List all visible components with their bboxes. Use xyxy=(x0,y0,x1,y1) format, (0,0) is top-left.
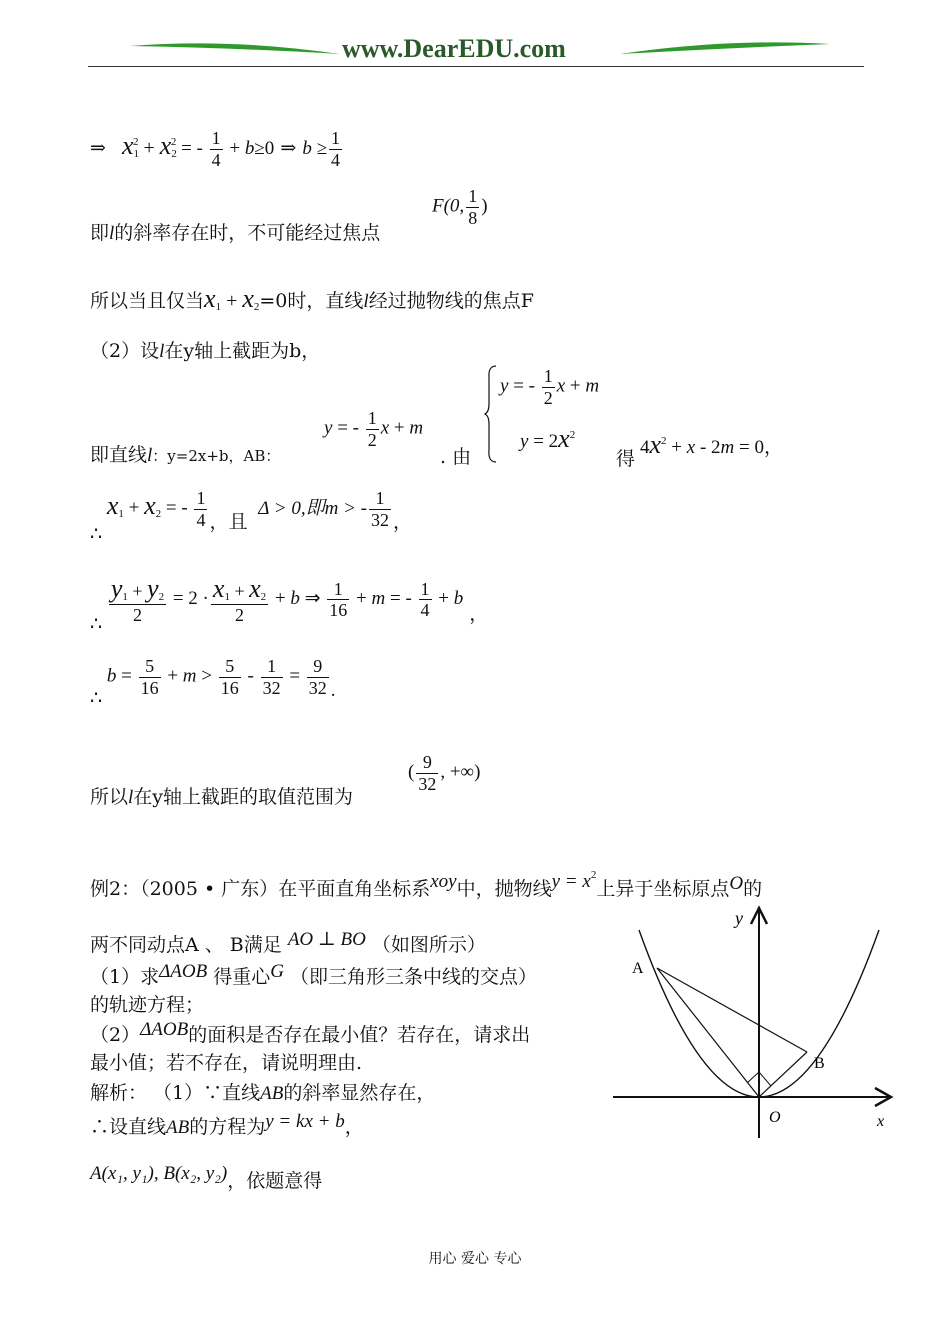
page-footer: 用心 爱心 专心 xyxy=(428,1251,522,1267)
solution-line-1: 解析： （1）∵直线AB的斜率显然存在， xyxy=(90,1082,436,1104)
segment-AO xyxy=(657,968,759,1097)
range-value: ( $\frac{9}{32}$ , +∞) xyxy=(408,752,481,794)
line-4: （2）设l在y轴上截距为b， xyxy=(90,340,321,362)
segment-AB xyxy=(657,968,807,1052)
site-name[interactable]: www.DearEDU.com xyxy=(342,34,566,63)
line-5: 即直线l：y=2x+b，AB： xyxy=(90,444,281,466)
header-banner xyxy=(120,30,840,66)
example-2-line-2: 两不同动点A 、 B满足 AO ⊥ BO （如图所示） xyxy=(90,929,486,956)
example-2-line-4: 的轨迹方程； xyxy=(90,994,205,1016)
you-text: . 由 xyxy=(440,446,472,468)
focus-point: F(0, $\frac{1}{8}$ ) xyxy=(432,186,488,228)
brace-icon xyxy=(484,364,498,464)
line-1: ⇒ $x_1^2 + x_2^2$ = - $\frac{1}{4}$ + b≥0 ⇒ b ≥ $\frac{1}{4}$ xyxy=(90,128,340,170)
solution-line-2: ∴设直线AB的方程为y = kx + b， xyxy=(90,1111,364,1138)
label-A: A xyxy=(632,960,644,977)
label-y: y xyxy=(735,908,743,928)
label-x: x xyxy=(877,1113,885,1130)
label-B: B xyxy=(814,1055,825,1072)
solution-line-3: A(x₁, y₁), B(x₂, y₂)，依题意得 xyxy=(90,1163,323,1192)
line-6: ∴ $x_1 + x_2$ = - $\frac{1}{4}$ ，且 Δ > 0,即m > - $\frac{1}{32}$ ， xyxy=(90,488,412,545)
example-2-line-6: 最小值；若不存在，请说明理由. xyxy=(90,1052,363,1074)
parabola-figure xyxy=(605,900,905,1145)
example-2-line-3: （1）求ΔAOB 得重心G （即三角形三条中线的交点） xyxy=(90,961,538,988)
line-2: 即l的斜率存在时，不可能经过焦点 xyxy=(90,222,381,244)
line-8: ∴ b = $\frac{5}{16}$ + m > $\frac{5}{16}$ - $\frac{1}{32}$ = $\frac{9}{32}$ . xyxy=(90,656,336,709)
label-O: O xyxy=(769,1109,781,1126)
line-ab-equation: y = - $\frac{1}{2}$ x + m xyxy=(324,408,424,450)
quadratic-eq: $4x^2 + x - 2m = 0$， xyxy=(640,430,783,459)
example-2-line-1: 例2：（2005 • 广东）在平面直角坐标系xoy中，抛物线$y = x^2$上异于坐标原点O的 xyxy=(90,869,763,900)
example-2-line-5: （2）ΔAOB的面积是否存在最小值？若存在，请求出 xyxy=(90,1019,531,1046)
system-eq-1: y = - $\frac{1}{2}$ x + m xyxy=(500,366,600,408)
system-eq-2: $y = 2x^2$ xyxy=(520,424,576,453)
line-3: 所以当且仅当$x_1 + x_2=0$时，直线l经过抛物线的焦点F xyxy=(90,284,534,313)
line-9: 所以l在y轴上截距的取值范围为 xyxy=(90,786,354,808)
de-text: 得 xyxy=(616,448,636,470)
line-7: ∴ $\frac{y_1 + y_2}{2}$ = 2 · $\frac{x_1 + x_2}{2}$ + b ⇒ $\frac{1}{16}$ + m = - $\frac{1}{4}$ + b， xyxy=(90,574,489,636)
header-divider xyxy=(88,66,864,67)
